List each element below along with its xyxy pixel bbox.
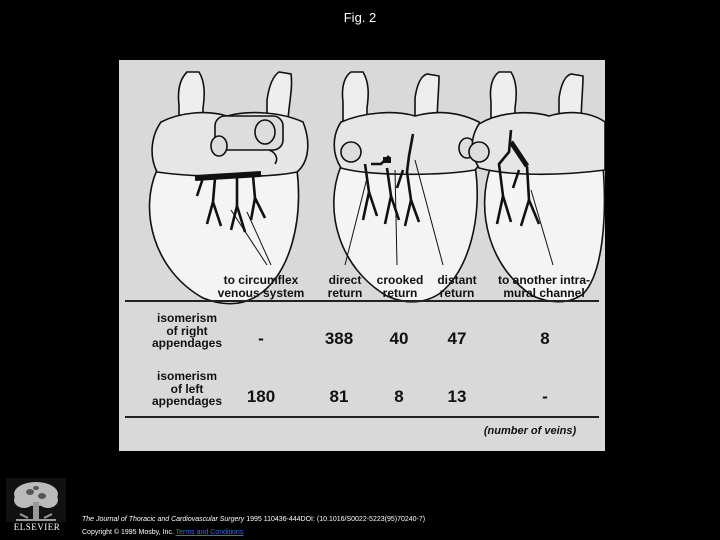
- table-cell: 81: [329, 387, 349, 406]
- category-circumflex: to circumflex venous system: [217, 273, 305, 300]
- terms-link[interactable]: Terms and Conditions: [175, 529, 244, 536]
- row-label-right-isomerism: isomerism of right appendages: [151, 311, 223, 351]
- category-distant-return: distant return: [437, 273, 477, 300]
- citation-detail: 1995 110436-444DOI: (10.1016/S0022-5223(95)70240-7): [244, 516, 426, 523]
- category-crooked-return: crooked return: [376, 273, 424, 300]
- figure-panel: [119, 60, 605, 451]
- table-cell: 180: [246, 387, 276, 406]
- heart-diagram-direct-crooked-distant: [334, 72, 484, 302]
- table-cell: 40: [389, 329, 409, 348]
- table-cell: 13: [447, 387, 467, 406]
- table-cell: -: [542, 387, 548, 406]
- journal-name: The Journal of Thoracic and Cardiovascular Surgery: [82, 516, 245, 523]
- table-cell: -: [258, 329, 264, 348]
- slide-title: Fig. 2: [343, 10, 377, 25]
- row-label-left-isomerism: isomerism of left appendages: [151, 369, 223, 409]
- table-top-rule: [125, 300, 599, 302]
- copyright-line: [82, 529, 243, 536]
- units-note: (number of veins): [483, 425, 577, 437]
- category-intramural-channel: to another intra- mural channel: [498, 273, 590, 300]
- heart-diagram-circumflex: [149, 72, 307, 304]
- table-cell: 8: [394, 387, 404, 406]
- category-direct-return: direct return: [327, 273, 363, 300]
- table-cell: 47: [447, 329, 467, 348]
- table-cell: 388: [324, 329, 354, 348]
- publisher-name: ELSEVIER: [13, 522, 61, 532]
- citation-line: [82, 516, 425, 523]
- copyright-text: Copyright © 1995 Mosby, Inc.: [82, 529, 176, 536]
- table-bottom-rule: [125, 416, 599, 418]
- table-cell: 8: [540, 329, 550, 348]
- heart-diagram-intramural: [469, 72, 605, 302]
